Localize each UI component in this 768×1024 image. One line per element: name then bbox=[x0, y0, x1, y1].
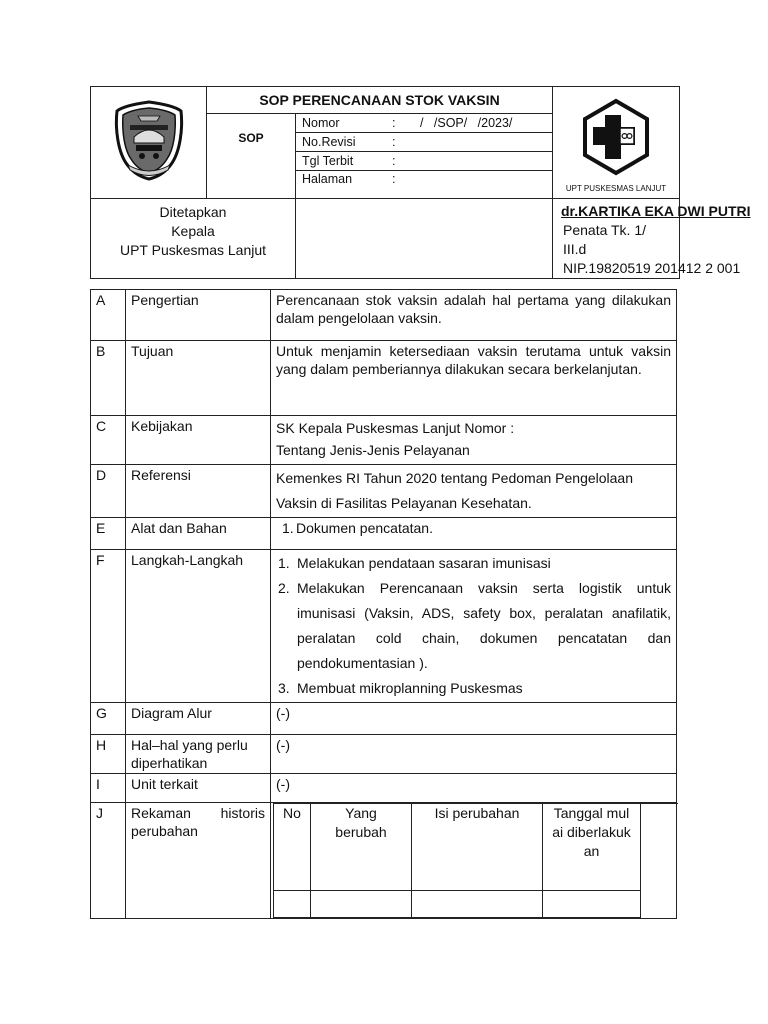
alat-bahan-list bbox=[276, 519, 671, 538]
meta-value-halaman bbox=[414, 171, 552, 199]
section-letter: I bbox=[91, 774, 126, 803]
history-col-no: No bbox=[274, 804, 311, 891]
section-letter: H bbox=[91, 735, 126, 774]
section-row-d bbox=[91, 465, 677, 518]
official-nip: NIP.19820519 201412 2 001 bbox=[563, 260, 741, 276]
history-blank-cell bbox=[641, 891, 679, 918]
approval-block bbox=[91, 199, 296, 279]
section-content-pengertian: Perencanaan stok vaksin adalah hal pertama yang dilakukan dalam pengelolaan vaksin. bbox=[271, 290, 677, 341]
meta-colon: : bbox=[392, 152, 414, 171]
document-meta-table bbox=[296, 114, 552, 198]
official-rank: Penata Tk. 1/ III.d bbox=[563, 222, 647, 257]
sop-content-table bbox=[90, 289, 677, 919]
section-label: Rekaman historis perubahan bbox=[126, 803, 271, 919]
list-item bbox=[276, 676, 671, 701]
kebijakan-line-2: Tentang Jenis-Jenis Pelayanan bbox=[276, 442, 470, 458]
list-item-number: 3. bbox=[278, 680, 290, 696]
regency-emblem-icon bbox=[112, 99, 186, 181]
section-row-h bbox=[91, 735, 677, 774]
meta-value-revisi bbox=[414, 133, 552, 152]
list-item-number: 2. bbox=[278, 580, 290, 596]
meta-value-nomor: / /SOP/ /2023/ bbox=[414, 114, 552, 133]
document-meta-cell bbox=[296, 114, 553, 199]
history-table bbox=[273, 803, 678, 918]
health-cross-logo-icon bbox=[576, 97, 656, 177]
ditetapkan-text: Ditetapkan bbox=[159, 204, 227, 220]
section-content-diagram: (-) bbox=[271, 703, 677, 735]
meta-row-revisi bbox=[296, 133, 552, 152]
signature-space bbox=[296, 199, 553, 279]
sop-header-table bbox=[90, 86, 751, 279]
list-item bbox=[276, 551, 671, 576]
history-col-isi: Isi perubahan bbox=[412, 804, 543, 891]
section-content-unit: (-) bbox=[271, 774, 677, 803]
section-row-a bbox=[91, 290, 677, 341]
section-letter: G bbox=[91, 703, 126, 735]
section-content-referensi: Kemenkes RI Tahun 2020 tentang Pedoman Pengelolaan Vaksin di Fasilitas Pelayanan Kesehatan. bbox=[271, 465, 677, 518]
section-letter: F bbox=[91, 550, 126, 703]
history-blank-cell bbox=[641, 804, 679, 891]
section-label: Kebijakan bbox=[126, 416, 271, 465]
document-title: SOP PERENCANAAN STOK VAKSIN bbox=[207, 87, 553, 114]
langkah-list bbox=[276, 551, 671, 701]
list-item-text: Dokumen pencatatan. bbox=[296, 520, 433, 536]
meta-label: Halaman bbox=[302, 172, 353, 186]
list-item-text: Membuat mikroplanning Puskesmas bbox=[297, 680, 523, 696]
section-letter: B bbox=[91, 341, 126, 416]
history-table-cell bbox=[271, 803, 677, 919]
meta-label: Tgl Terbit bbox=[296, 152, 392, 171]
section-row-i bbox=[91, 774, 677, 803]
meta-label: Nomor bbox=[296, 114, 392, 133]
list-item bbox=[276, 519, 671, 538]
section-letter: E bbox=[91, 518, 126, 550]
section-label: Tujuan bbox=[126, 341, 271, 416]
section-content-kebijakan bbox=[271, 416, 677, 465]
section-content-perhatian: (-) bbox=[271, 735, 677, 774]
section-label: Referensi bbox=[126, 465, 271, 518]
kepala-text: Kepala bbox=[171, 223, 215, 239]
official-block bbox=[553, 199, 751, 279]
section-label: Hal–hal yang perlu diperhatikan bbox=[126, 735, 271, 774]
section-row-f bbox=[91, 550, 677, 703]
section-letter: J bbox=[91, 803, 126, 919]
section-label: Alat dan Bahan bbox=[126, 518, 271, 550]
section-row-c bbox=[91, 416, 677, 465]
section-label: Unit terkait bbox=[126, 774, 271, 803]
section-row-g bbox=[91, 703, 677, 735]
meta-colon: : bbox=[392, 114, 414, 133]
kebijakan-line-1: SK Kepala Puskesmas Lanjut Nomor : bbox=[276, 420, 515, 436]
section-row-j bbox=[91, 803, 677, 919]
section-letter: D bbox=[91, 465, 126, 518]
meta-row-nomor bbox=[296, 114, 552, 133]
sop-label: SOP bbox=[238, 131, 264, 145]
instansi-text: UPT Puskesmas Lanjut bbox=[119, 242, 267, 258]
section-label: Langkah-Langkah bbox=[126, 550, 271, 703]
section-letter: C bbox=[91, 416, 126, 465]
history-cell bbox=[311, 891, 412, 918]
list-item-text: Melakukan Perencanaan vaksin serta logistik untuk imunisasi (Vaksin, ADS, safety box, peralatan anafilatik, peralatan cold chain, dokumen pencatatan dan pendokumentasian ). bbox=[297, 580, 671, 671]
meta-row-terbit bbox=[296, 152, 552, 171]
section-letter: A bbox=[91, 290, 126, 341]
right-logo-cell bbox=[553, 87, 680, 199]
meta-value-terbit bbox=[414, 152, 552, 171]
meta-row-halaman bbox=[296, 171, 552, 199]
section-row-b bbox=[91, 341, 677, 416]
history-col-yang-berubah: Yang berubah bbox=[311, 804, 412, 891]
history-cell bbox=[543, 891, 641, 918]
section-label: Diagram Alur bbox=[126, 703, 271, 735]
meta-colon: : bbox=[392, 133, 414, 152]
table-row bbox=[274, 891, 679, 918]
section-content-alat-bahan bbox=[271, 518, 677, 550]
history-header-row bbox=[274, 804, 679, 891]
official-name: dr.KARTIKA EKA DWI PUTRI bbox=[561, 203, 751, 219]
sop-label-cell bbox=[207, 114, 296, 199]
left-logo-cell bbox=[91, 87, 207, 199]
history-col-tanggal: Tanggal mulai diberlakukan bbox=[543, 804, 641, 891]
meta-colon: : bbox=[392, 172, 396, 186]
list-item bbox=[276, 576, 671, 676]
meta-label: No.Revisi bbox=[296, 133, 392, 152]
history-cell bbox=[412, 891, 543, 918]
list-item-number: 1. bbox=[278, 555, 290, 571]
section-row-e bbox=[91, 518, 677, 550]
upt-logo-label: UPT PUSKESMAS LANJUT bbox=[565, 184, 667, 193]
list-item-number: 1. bbox=[282, 520, 294, 536]
list-item-text: Melakukan pendataan sasaran imunisasi bbox=[297, 555, 551, 571]
history-cell bbox=[274, 891, 311, 918]
section-content-tujuan: Untuk menjamin ketersediaan vaksin terutama untuk vaksin yang dalam pemberiannya dilakukan secara berkelanjutan. bbox=[271, 341, 677, 416]
section-content-langkah bbox=[271, 550, 677, 703]
section-label: Pengertian bbox=[126, 290, 271, 341]
